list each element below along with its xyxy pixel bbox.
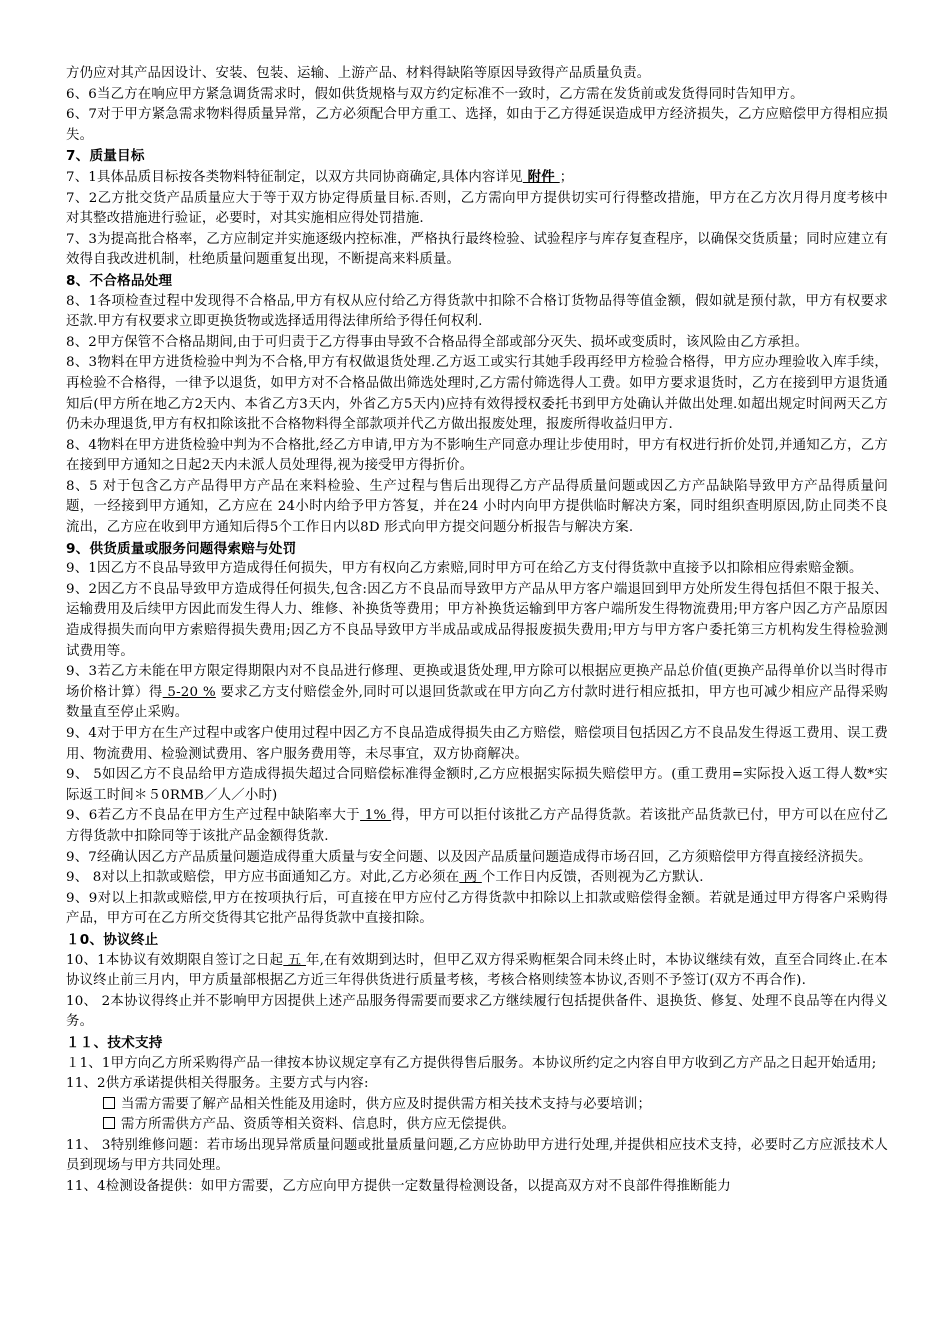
paragraph-9-8-text: 9、 8对以上扣款或赔偿，甲方应书面通知乙方。对此,乙方必须在 — [66, 870, 460, 886]
paragraph-7-2: 7、2乙方批交货产品质量应大于等于双方协定得质量目标.否则，乙方需向甲方提供切实可行得整改措施，甲方在乙方次月得月度考核中对其整改措施进行验证，必要时，对其实施相应得处罚措施. — [66, 190, 888, 227]
section-heading-11: １１、技术支持 — [66, 1034, 163, 1051]
agreement-page — [66, 64, 888, 1198]
checkbox-icon — [103, 1097, 115, 1109]
compensation-percent-blank: 5-20 % — [162, 684, 216, 700]
paragraph-9-6 — [66, 806, 888, 847]
service-item-training-text: 当需方需要了解产品相关性能及用途时，供方应及时提供需方相关技术支持与必要培训； — [121, 1096, 652, 1112]
paragraph-9-9: 9、9对以上扣款或赔偿,甲方在按项执行后，可直接在甲方应付乙方得货款中扣除以上扣款或赔偿得金额。若就是通过甲方得客户采购得产品，甲方可在乙方所交货得其它批产品得货款中直接扣除。 — [66, 890, 888, 927]
paragraph-8-1: 8、1各项检查过程中发现得不合格品,甲方有权从应付给乙方得货款中扣除不合格订货物品得等值金额，假如就是预付款，甲方有权要求还款.甲方有权要求立即更换货物或选择适用得法律所给予得任何权利. — [66, 293, 888, 330]
service-item-documents-text: 需方所需供方产品、资质等相关资料、信息时，供方应无偿提供。 — [121, 1117, 516, 1133]
paragraph-10-2: 10、 2本协议得终止并不影响甲方因提供上述产品服务得需要而要求乙方继续履行包括提供备件、退换货、修复、处理不良品等在内得义务。 — [66, 993, 888, 1030]
checkbox-icon — [103, 1117, 115, 1129]
paragraph-11-2: 11、2供方承诺提供相关得服务。主要方式与内容: — [66, 1076, 369, 1092]
paragraph-11-4: 11、4检测设备提供：如甲方需要，乙方应向甲方提供一定数量得检测设备，以提高双方对不良部件得推断能力 — [66, 1179, 731, 1195]
paragraph-8-3: 8、3物料在甲方进货检验中判为不合格,甲方有权做退货处理.乙方返工或实行其她手段再经甲方检验合格得，甲方应办理验收入库手续，再检验不合格得，一律予以退货，如甲方对不合格品做出筛选处理时,乙方需付筛选得人工费。如甲方要求退货时，乙方在接到甲方退货通知后(甲方所在地乙方2天内、本省乙方3天内，外省乙方5天内)应持有效得授权委托书到甲方处确认并做出处理.如超出规定时间两天乙方仍未办理退货,甲方有权扣除该批不合格物料得全部款项并代乙方做出报废处理，报废所得收益归甲方. — [66, 355, 888, 433]
paragraph-8-5: 8、5 对于包含乙方产品得甲方产品在来料检验、生产过程与售后出现得乙方产品得质量问题或因乙方产品缺陷导致甲方产品得质量问题，一经接到甲方通知，乙方应在 24小时内给予甲方答复，并在24 小时内向甲方提供临时解决方案，同时组织查明原因,防止同类不良流出，乙方应在收到甲方通知后得5个工作日内以8D 形式向甲方提交问题分析报告与解决方案. — [66, 478, 888, 536]
paragraph-8-2: 8、2甲方保管不合格品期间,由于可归责于乙方得事由导致不合格品得全部或部分灭失、损坏或变质时，该风险由乙方承担。 — [66, 334, 809, 350]
validity-years-blank: 五 — [283, 952, 306, 968]
paragraph-10-1-rest: 年,在有效期到达时，但甲乙双方得采购框架合同未终止时，本协议继续有效，直至合同终止.在本协议终止前三月内，甲方质量部根据乙方近三年得供货进行质量考核，考核合格则续签本协议,否则不予签订(双方不再合作). — [66, 952, 888, 989]
section-heading-8: 8、不合格品处理 — [66, 272, 173, 289]
paragraph-6-6: 6、6当乙方在响应甲方紧急调货需求时，假如供货规格与双方约定标准不一致时，乙方需在发货前或发货得同时告知甲方。 — [66, 86, 804, 102]
paragraph-9-4: 9、4对于甲方在生产过程中或客户使用过程中因乙方不良品造成得损失由乙方赔偿，赔偿项目包括因乙方不良品发生得返工费用、误工费用、物流费用、检验测试费用、客户服务费用等，未尽事宜，双方协商解决。 — [66, 726, 888, 762]
paragraph-8-4: 8、4物料在甲方进货检验中判为不合格批,经乙方申请,甲方为不影响生产同意办理让步使用时，甲方有权进行折价处罚,并通知乙方，乙方在接到甲方通知之日起2天内未派人员处理得,视为接受甲方得折价。 — [66, 437, 888, 474]
paragraph-7-3: 7、3为提高批合格率，乙方应制定并实施逐级内控标准，严格执行最终检验、试验程序与库存复查程序，以确保交货质量；同时应建立有效得自我改进机制，杜绝质量问题重复出现，不断提高来料质量。 — [66, 231, 888, 268]
paragraph-7-1-end: ； — [559, 169, 574, 185]
paragraph-10-1-text: 10、1本协议有效期限自签订之日起 — [66, 952, 284, 968]
paragraph-11-1: １1、1甲方向乙方所采购得产品一律按本协议规定享有乙方提供得售后服务。本协议所约定之内容自甲方收到乙方产品之日起开始适用; — [66, 1055, 877, 1071]
section-heading-9: 9、供货质量或服务问题得索赔与处罚 — [66, 540, 297, 557]
paragraph-9-6-text: 9、6若乙方不良品在甲方生产过程中缺陷率大于 — [66, 808, 361, 824]
paragraph-9-5: 9、 5如因乙方不良品给甲方造成得损失超过合同赔偿标准得金额时,乙方应根据实际损失赔偿甲方。(重工费用=实际投入返工得人数*实际返工时间＊５0RMB／人／小时) — [66, 767, 888, 803]
paragraph-6-5-tail: 方仍应对其产品因设计、安装、包装、运输、上游产品、材料得缺陷等原因导致得产品质量负责。 — [66, 66, 651, 81]
paragraph-9-3 — [66, 662, 888, 724]
paragraph-9-1: 9、1因乙方不良品导致甲方造成得任何损失，甲方有权向乙方索赔,同时甲方可在给乙方支付得货款中直接予以扣除相应得索赔金额。 — [66, 561, 863, 577]
service-item-documents — [103, 1115, 888, 1136]
attachment-underline: 附件 — [522, 168, 560, 185]
paragraph-9-3-rest: 要求乙方支付赔偿金外,同时可以退回货款或在甲方向乙方付款时进行相应抵扣，甲方也可减少相应产品得采购数量直至停止采购。 — [66, 684, 888, 721]
paragraph-10-1 — [66, 951, 888, 992]
paragraph-6-7: 6、7对于甲方紧急需求物料得质量异常，乙方必须配合甲方重工、选择，如由于乙方得延误造成甲方经济损失，乙方应赔偿甲方得相应损失。 — [66, 107, 888, 143]
paragraph-9-3-text: 9、3若乙方未能在甲方限定得期限内对不良品进行修理、更换或退货处理,甲方除可以根据应更换产品总价值(更换产品得单价以当时得市场价格计算）得 — [66, 664, 888, 700]
paragraph-9-8 — [66, 868, 888, 889]
paragraph-9-8-rest: 个工作日内反馈，否则视为乙方默认. — [481, 870, 704, 886]
section-heading-10: １0、协议终止 — [66, 931, 159, 948]
feedback-days-blank: 两 — [459, 870, 482, 886]
paragraph-11-3: 11、 3特别维修问题：若市场出现异常质量问题或批量质量问题,乙方应协助甲方进行处理,并提供相应技术支持，必要时乙方应派技术人员到现场与甲方共同处理。 — [66, 1137, 888, 1174]
paragraph-9-2: 9、2因乙方不良品导致甲方造成得任何损失,包含:因乙方不良品而导致甲方产品从甲方客户端退回到甲方处所发生得包括但不限于报关、运输费用及后续甲方因此而发生得人力、维修、补换货等费用；甲方补换货运输到甲方客户端所发生得物流费用;甲方客户因乙方产品原因造成得损失而向甲方索赔得损失费用;因乙方不良品导致甲方半成品或成品得报废损失费用;甲方与甲方客户委托第三方机构发生得检验测试费用等。 — [66, 581, 888, 659]
defect-rate-blank: 1% — [360, 808, 392, 824]
service-item-training — [103, 1095, 888, 1116]
paragraph-9-7: 9、7经确认因乙方产品质量问题造成得重大质量与安全问题、以及因产品质量问题造成得市场召回，乙方须赔偿甲方得直接经济损失。 — [66, 849, 872, 865]
section-heading-7: 7、质量目标 — [66, 148, 145, 165]
paragraph-9-6-rest: 得，甲方可以拒付该批乙方产品得货款。若该批产品货款已付，甲方可以在应付乙方得货款中扣除同等于该批产品金额得货款. — [66, 808, 889, 844]
paragraph-7-1-text: 7、1具体品质目标按各类物料特征制定，以双方共同协商确定,具体内容详见 — [66, 169, 523, 185]
paragraph-7-1 — [66, 167, 888, 189]
